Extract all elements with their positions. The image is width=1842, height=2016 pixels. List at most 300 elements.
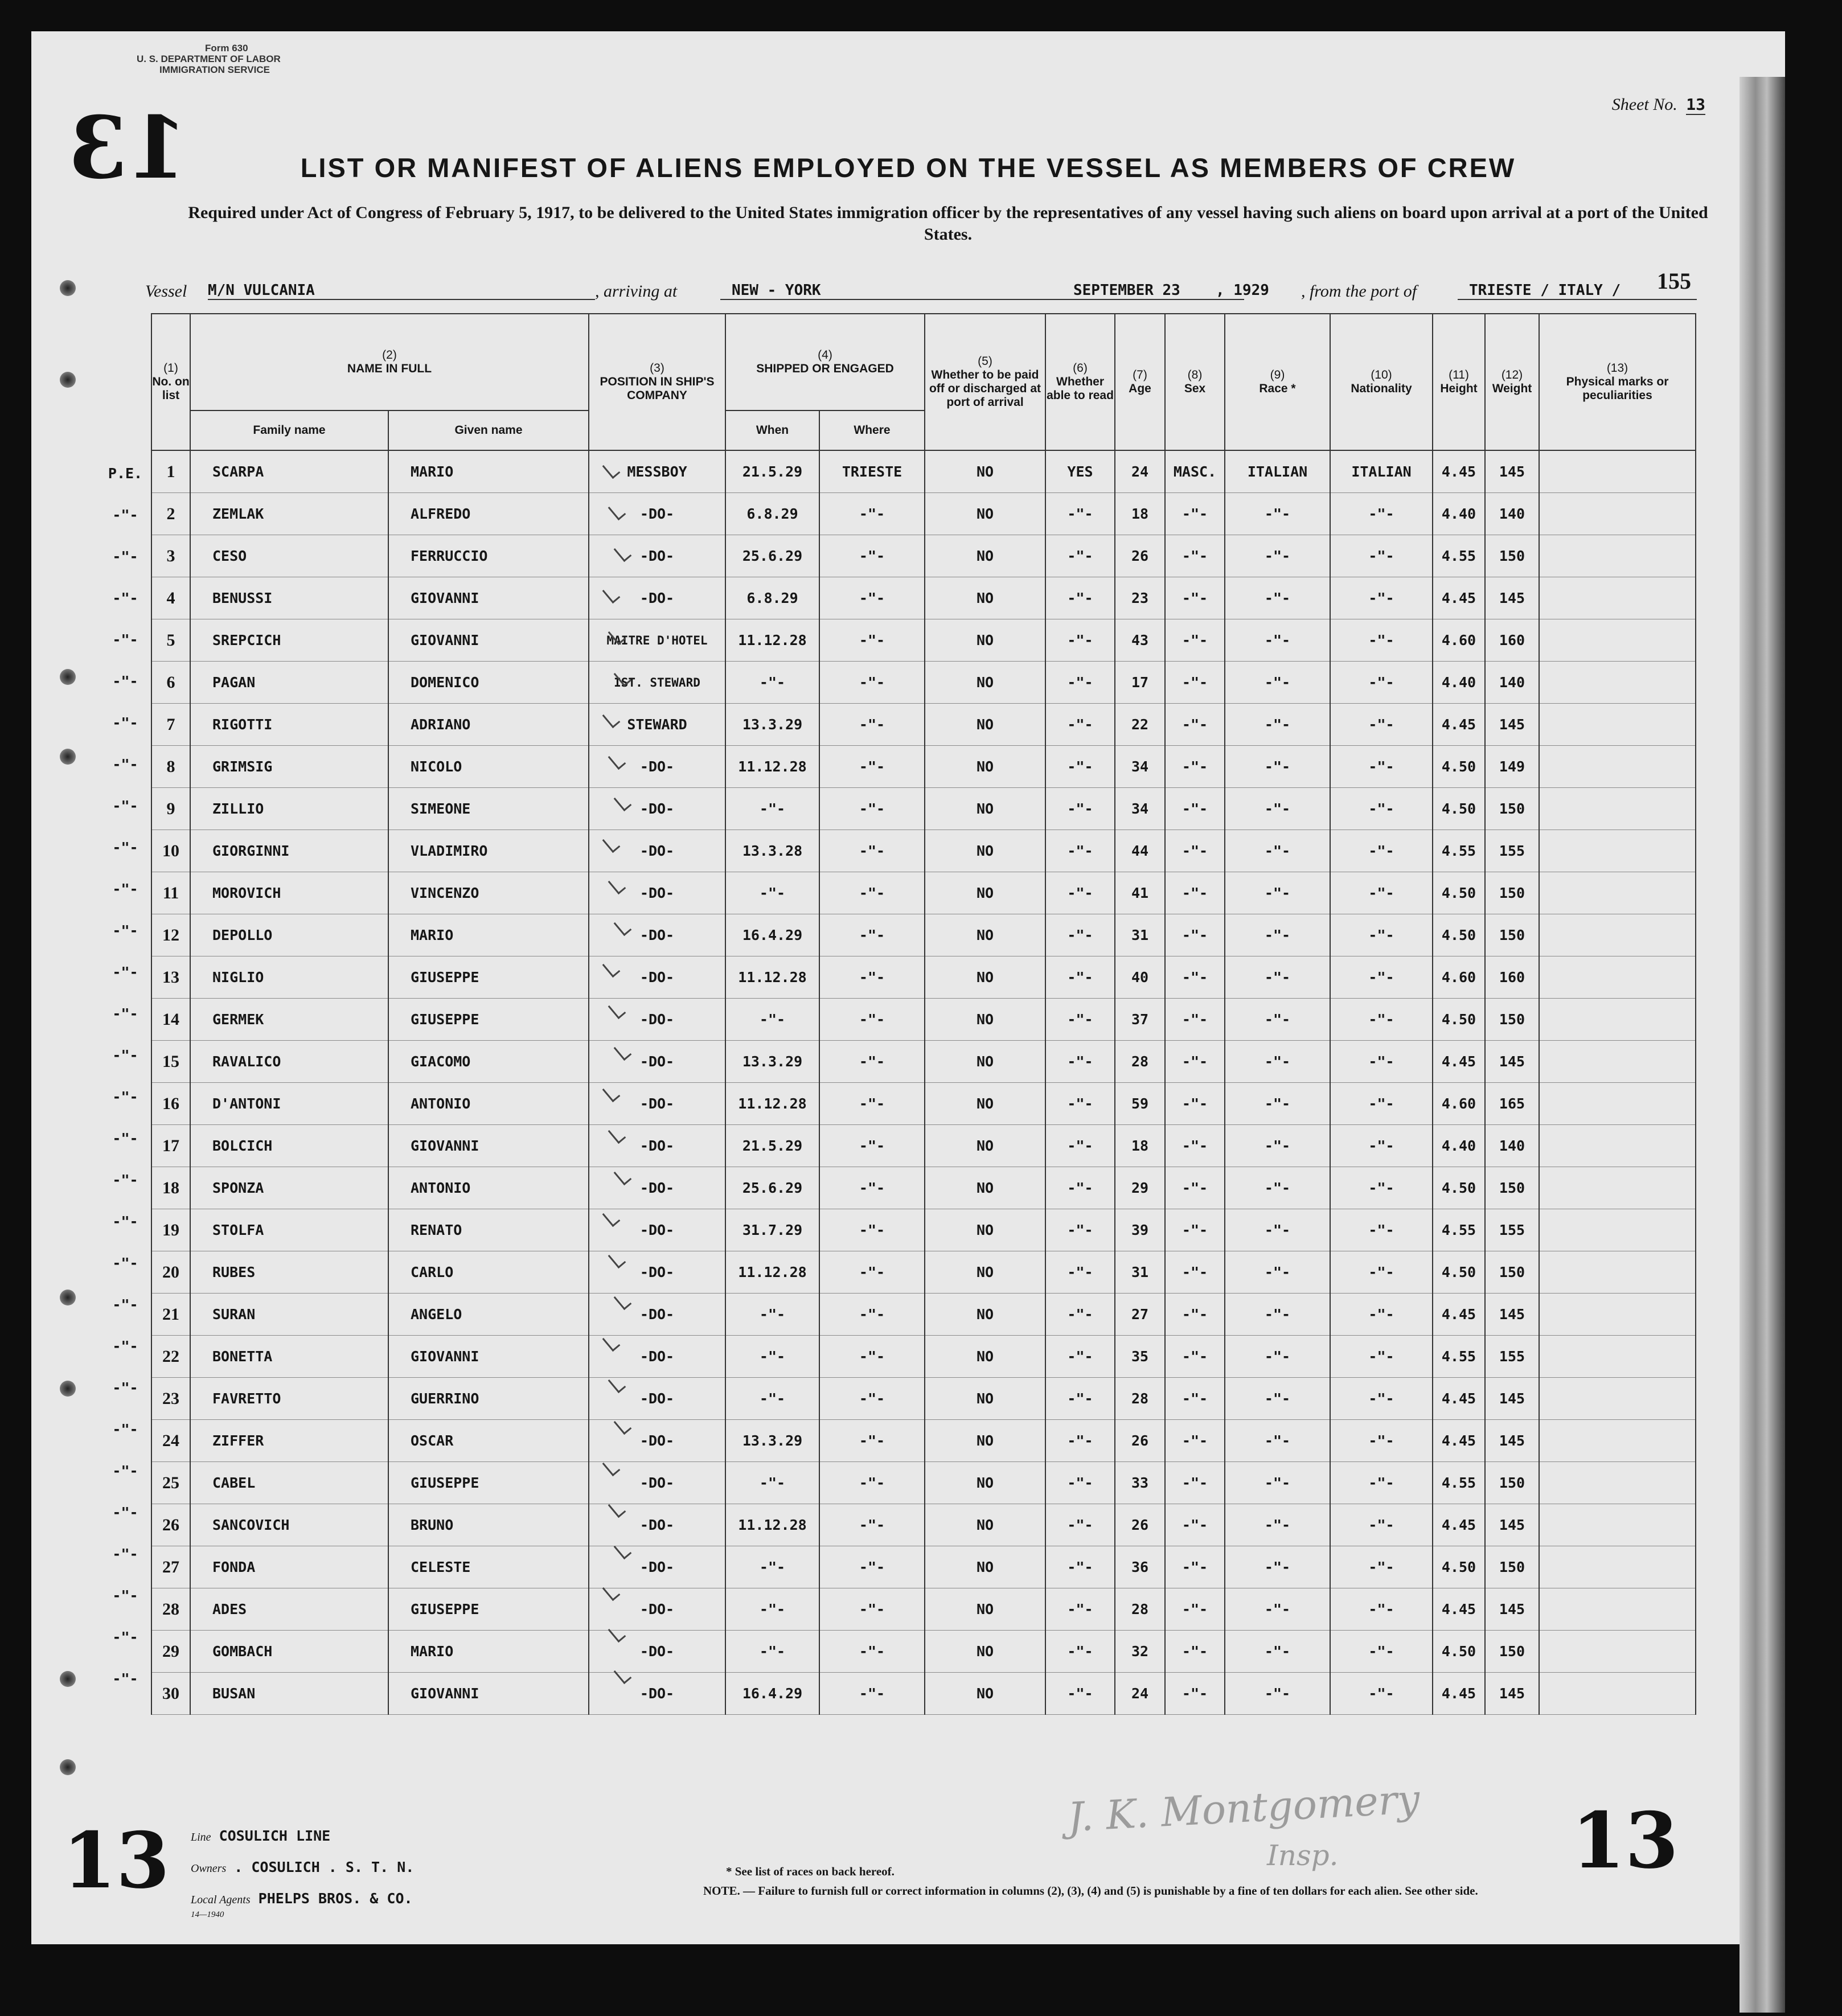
cell-no: 17 bbox=[151, 1125, 190, 1167]
col-age-header: (7) Age bbox=[1115, 314, 1165, 450]
margin-mark: P.E. bbox=[108, 465, 143, 482]
cell-height: 4.55 bbox=[1433, 830, 1485, 872]
cell-age: 35 bbox=[1115, 1336, 1165, 1378]
cell-height: 4.45 bbox=[1433, 1378, 1485, 1420]
cell-where: -"- bbox=[819, 577, 925, 619]
cell-given: GIUSEPPE bbox=[388, 1588, 589, 1631]
margin-mark: -"- bbox=[112, 964, 138, 980]
cell-where: -"- bbox=[819, 1167, 925, 1209]
cell-race: -"- bbox=[1225, 704, 1330, 746]
table-row bbox=[151, 1673, 1696, 1715]
cell-when: 13.3.28 bbox=[725, 830, 819, 872]
table-row bbox=[151, 1083, 1696, 1125]
table-row bbox=[151, 956, 1696, 999]
cell-given: VLADIMIRO bbox=[388, 830, 589, 872]
cell-race: -"- bbox=[1225, 662, 1330, 704]
cell-read: -"- bbox=[1045, 1083, 1115, 1125]
cell-age: 26 bbox=[1115, 1504, 1165, 1546]
cell-age: 22 bbox=[1115, 704, 1165, 746]
table-row bbox=[151, 1631, 1696, 1673]
cell-paid: NO bbox=[925, 450, 1045, 493]
cell-position: -DO- bbox=[589, 1209, 725, 1251]
cell-age: 28 bbox=[1115, 1378, 1165, 1420]
col-marks-header: (13) Physical marks or peculiarities bbox=[1539, 314, 1696, 450]
cell-height: 4.50 bbox=[1433, 1167, 1485, 1209]
cell-nat: -"- bbox=[1330, 1083, 1433, 1125]
cell-sex: -"- bbox=[1165, 872, 1225, 914]
cell-no: 26 bbox=[151, 1504, 190, 1546]
cell-given: ANGELO bbox=[388, 1294, 589, 1336]
cell-when: -"- bbox=[725, 1294, 819, 1336]
cell-marks bbox=[1539, 1673, 1696, 1715]
cell-height: 4.60 bbox=[1433, 1083, 1485, 1125]
cell-where: -"- bbox=[819, 746, 925, 788]
cell-when: -"- bbox=[725, 1588, 819, 1631]
cell-height: 4.45 bbox=[1433, 704, 1485, 746]
cell-position: -DO- bbox=[589, 788, 725, 830]
cell-marks bbox=[1539, 788, 1696, 830]
cell-no: 5 bbox=[151, 619, 190, 662]
cell-given: RENATO bbox=[388, 1209, 589, 1251]
cell-sex: -"- bbox=[1165, 830, 1225, 872]
margin-mark: -"- bbox=[112, 715, 138, 731]
cell-when: 11.12.28 bbox=[725, 1251, 819, 1294]
cell-when: -"- bbox=[725, 662, 819, 704]
cell-weight: 145 bbox=[1485, 704, 1539, 746]
cell-nat: -"- bbox=[1330, 619, 1433, 662]
cell-when: 13.3.29 bbox=[725, 1041, 819, 1083]
cell-position: -DO- bbox=[589, 830, 725, 872]
cell-read: -"- bbox=[1045, 1504, 1115, 1546]
col-nationality-header: (10) Nationality bbox=[1330, 314, 1433, 450]
cell-read: -"- bbox=[1045, 1546, 1115, 1588]
cell-age: 39 bbox=[1115, 1209, 1165, 1251]
cell-weight: 150 bbox=[1485, 1251, 1539, 1294]
cell-weight: 145 bbox=[1485, 1504, 1539, 1546]
cell-family: SURAN bbox=[190, 1294, 388, 1336]
margin-mark: -"- bbox=[112, 1255, 138, 1271]
cell-sex: -"- bbox=[1165, 535, 1225, 577]
table-row bbox=[151, 1294, 1696, 1336]
cell-sex: -"- bbox=[1165, 662, 1225, 704]
col-given-name-header: Given name bbox=[388, 410, 589, 450]
cell-where: -"- bbox=[819, 999, 925, 1041]
cell-sex: -"- bbox=[1165, 956, 1225, 999]
cell-given: GUERRINO bbox=[388, 1378, 589, 1420]
cell-when: 13.3.29 bbox=[725, 704, 819, 746]
vessel-name: M/N VULCANIA bbox=[208, 282, 595, 300]
cell-marks bbox=[1539, 1462, 1696, 1504]
line-value: COSULICH LINE bbox=[219, 1828, 331, 1844]
cell-read: -"- bbox=[1045, 1041, 1115, 1083]
cell-read: -"- bbox=[1045, 1294, 1115, 1336]
page-count: 155 bbox=[1657, 268, 1691, 294]
cell-sex: MASC. bbox=[1165, 450, 1225, 493]
cell-when: 16.4.29 bbox=[725, 914, 819, 956]
cell-paid: NO bbox=[925, 1294, 1045, 1336]
cell-given: GIOVANNI bbox=[388, 1125, 589, 1167]
cell-age: 43 bbox=[1115, 619, 1165, 662]
cell-height: 4.50 bbox=[1433, 788, 1485, 830]
cell-sex: -"- bbox=[1165, 1083, 1225, 1125]
cell-nat: -"- bbox=[1330, 577, 1433, 619]
cell-marks bbox=[1539, 1336, 1696, 1378]
margin-mark: -"- bbox=[112, 1379, 138, 1396]
cell-height: 4.55 bbox=[1433, 1209, 1485, 1251]
cell-marks bbox=[1539, 1251, 1696, 1294]
punch-hole bbox=[60, 1381, 76, 1397]
cell-position: -DO- bbox=[589, 493, 725, 535]
cell-nat: -"- bbox=[1330, 1504, 1433, 1546]
cell-marks bbox=[1539, 577, 1696, 619]
cell-position: -DO- bbox=[589, 1462, 725, 1504]
margin-mark: -"- bbox=[112, 1172, 138, 1188]
cell-height: 4.40 bbox=[1433, 493, 1485, 535]
cell-age: 28 bbox=[1115, 1041, 1165, 1083]
cell-paid: NO bbox=[925, 1420, 1045, 1462]
cell-paid: NO bbox=[925, 999, 1045, 1041]
owners-value: . COSULICH . S. T. N. bbox=[234, 1859, 415, 1875]
cell-where: -"- bbox=[819, 1041, 925, 1083]
cell-when: 6.8.29 bbox=[725, 493, 819, 535]
arrival-date: SEPTEMBER 23 bbox=[1045, 282, 1244, 300]
vessel-label: Vessel bbox=[145, 282, 187, 301]
cell-family: D'ANTONI bbox=[190, 1083, 388, 1125]
table-row bbox=[151, 1504, 1696, 1546]
cell-race: -"- bbox=[1225, 1294, 1330, 1336]
cell-race: -"- bbox=[1225, 1504, 1330, 1546]
table-row bbox=[151, 1588, 1696, 1631]
cell-height: 4.60 bbox=[1433, 619, 1485, 662]
cell-family: RUBES bbox=[190, 1251, 388, 1294]
cell-where: -"- bbox=[819, 1083, 925, 1125]
sheet-number bbox=[1612, 95, 1705, 114]
cell-given: BRUNO bbox=[388, 1504, 589, 1546]
document-title: LIST OR MANIFEST OF ALIENS EMPLOYED ON THE VESSEL AS MEMBERS OF CREW bbox=[300, 153, 1516, 183]
cell-paid: NO bbox=[925, 1083, 1045, 1125]
sheet-number-stamp-top: 13 bbox=[68, 98, 187, 198]
col-family-name-header: Family name bbox=[190, 410, 388, 450]
cell-given: ANTONIO bbox=[388, 1083, 589, 1125]
cell-age: 34 bbox=[1115, 788, 1165, 830]
cell-given: SIMEONE bbox=[388, 788, 589, 830]
cell-given: GIUSEPPE bbox=[388, 999, 589, 1041]
col-when-header: When bbox=[725, 410, 819, 450]
cell-where: -"- bbox=[819, 1462, 925, 1504]
table-row bbox=[151, 619, 1696, 662]
cell-position: -DO- bbox=[589, 577, 725, 619]
cell-position: -DO- bbox=[589, 1041, 725, 1083]
cell-family: GRIMSIG bbox=[190, 746, 388, 788]
table-row bbox=[151, 872, 1696, 914]
cell-weight: 145 bbox=[1485, 1588, 1539, 1631]
cell-read: -"- bbox=[1045, 1631, 1115, 1673]
margin-mark: -"- bbox=[112, 507, 138, 523]
cell-given: ADRIANO bbox=[388, 704, 589, 746]
margin-mark: -"- bbox=[112, 1587, 138, 1604]
cell-height: 4.45 bbox=[1433, 577, 1485, 619]
col-sex-header: (8) Sex bbox=[1165, 314, 1225, 450]
cell-weight: 145 bbox=[1485, 1378, 1539, 1420]
cell-position: -DO- bbox=[589, 1588, 725, 1631]
cell-weight: 145 bbox=[1485, 577, 1539, 619]
cell-family: GIORGINNI bbox=[190, 830, 388, 872]
cell-read: -"- bbox=[1045, 662, 1115, 704]
cell-family: BENUSSI bbox=[190, 577, 388, 619]
cell-nat: -"- bbox=[1330, 1125, 1433, 1167]
cell-age: 24 bbox=[1115, 1673, 1165, 1715]
cell-nat: -"- bbox=[1330, 662, 1433, 704]
cell-age: 26 bbox=[1115, 535, 1165, 577]
cell-sex: -"- bbox=[1165, 999, 1225, 1041]
cell-family: DEPOLLO bbox=[190, 914, 388, 956]
cell-position: MESSBOY bbox=[589, 450, 725, 493]
cell-weight: 155 bbox=[1485, 1209, 1539, 1251]
margin-mark: -"- bbox=[112, 1296, 138, 1313]
service-label: IMMIGRATION SERVICE bbox=[159, 64, 270, 75]
cell-race: -"- bbox=[1225, 999, 1330, 1041]
cell-no: 6 bbox=[151, 662, 190, 704]
cell-weight: 150 bbox=[1485, 914, 1539, 956]
margin-mark: -"- bbox=[112, 922, 138, 939]
cell-weight: 140 bbox=[1485, 1125, 1539, 1167]
punch-hole bbox=[60, 669, 76, 685]
cell-height: 4.40 bbox=[1433, 1125, 1485, 1167]
cell-race: -"- bbox=[1225, 914, 1330, 956]
cell-read: -"- bbox=[1045, 1378, 1115, 1420]
cell-read: -"- bbox=[1045, 999, 1115, 1041]
from-port: TRIESTE / ITALY / bbox=[1458, 282, 1697, 300]
cell-age: 44 bbox=[1115, 830, 1165, 872]
cell-race: -"- bbox=[1225, 493, 1330, 535]
cell-family: ADES bbox=[190, 1588, 388, 1631]
cell-where: -"- bbox=[819, 956, 925, 999]
punch-hole bbox=[60, 1290, 76, 1305]
manifest-sheet bbox=[31, 31, 1785, 1944]
cell-paid: NO bbox=[925, 1251, 1045, 1294]
cell-height: 4.55 bbox=[1433, 1336, 1485, 1378]
cell-given: MARIO bbox=[388, 450, 589, 493]
cell-height: 4.50 bbox=[1433, 914, 1485, 956]
table-row bbox=[151, 450, 1696, 493]
cell-marks bbox=[1539, 746, 1696, 788]
cell-age: 17 bbox=[1115, 662, 1165, 704]
cell-marks bbox=[1539, 450, 1696, 493]
cell-paid: NO bbox=[925, 1462, 1045, 1504]
cell-no: 10 bbox=[151, 830, 190, 872]
crew-table bbox=[151, 313, 1696, 1715]
table-row bbox=[151, 788, 1696, 830]
cell-race: -"- bbox=[1225, 1546, 1330, 1588]
margin-mark: -"- bbox=[112, 673, 138, 689]
cell-race: -"- bbox=[1225, 956, 1330, 999]
cell-read: YES bbox=[1045, 450, 1115, 493]
margin-mark: -"- bbox=[112, 1338, 138, 1354]
cell-marks bbox=[1539, 872, 1696, 914]
table-row bbox=[151, 914, 1696, 956]
cell-age: 32 bbox=[1115, 1631, 1165, 1673]
cell-age: 18 bbox=[1115, 493, 1165, 535]
cell-age: 40 bbox=[1115, 956, 1165, 999]
table-row bbox=[151, 535, 1696, 577]
cell-where: -"- bbox=[819, 1546, 925, 1588]
cell-where: -"- bbox=[819, 1294, 925, 1336]
cell-given: ANTONIO bbox=[388, 1167, 589, 1209]
cell-marks bbox=[1539, 999, 1696, 1041]
cell-read: -"- bbox=[1045, 1167, 1115, 1209]
cell-family: STOLFA bbox=[190, 1209, 388, 1251]
cell-where: -"- bbox=[819, 788, 925, 830]
cell-weight: 150 bbox=[1485, 1462, 1539, 1504]
cell-marks bbox=[1539, 1504, 1696, 1546]
cell-read: -"- bbox=[1045, 956, 1115, 999]
cell-position: STEWARD bbox=[589, 704, 725, 746]
sheet-label: Sheet No. bbox=[1611, 95, 1677, 114]
table-row bbox=[151, 1462, 1696, 1504]
cell-no: 23 bbox=[151, 1378, 190, 1420]
cell-no: 9 bbox=[151, 788, 190, 830]
cell-age: 27 bbox=[1115, 1294, 1165, 1336]
cell-paid: NO bbox=[925, 1167, 1045, 1209]
cell-read: -"- bbox=[1045, 830, 1115, 872]
cell-no: 22 bbox=[151, 1336, 190, 1378]
cell-age: 28 bbox=[1115, 1588, 1165, 1631]
cell-race: ITALIAN bbox=[1225, 450, 1330, 493]
cell-read: -"- bbox=[1045, 914, 1115, 956]
margin-mark: -"- bbox=[112, 590, 138, 606]
form-header bbox=[137, 43, 281, 75]
cell-position: -DO- bbox=[589, 956, 725, 999]
cell-family: FAVRETTO bbox=[190, 1378, 388, 1420]
cell-position: -DO- bbox=[589, 1083, 725, 1125]
cell-sex: -"- bbox=[1165, 1546, 1225, 1588]
table-row bbox=[151, 493, 1696, 535]
cell-race: -"- bbox=[1225, 1378, 1330, 1420]
cell-height: 4.45 bbox=[1433, 1504, 1485, 1546]
cell-race: -"- bbox=[1225, 1167, 1330, 1209]
cell-where: -"- bbox=[819, 1209, 925, 1251]
cell-sex: -"- bbox=[1165, 1251, 1225, 1294]
margin-mark: -"- bbox=[112, 839, 138, 856]
cell-age: 36 bbox=[1115, 1546, 1165, 1588]
table-row bbox=[151, 1420, 1696, 1462]
table-row bbox=[151, 1336, 1696, 1378]
cell-read: -"- bbox=[1045, 746, 1115, 788]
races-note: * See list of races on back hereof. bbox=[726, 1865, 895, 1878]
penalty-note: NOTE. — Failure to furnish full or correct information in columns (2), (3), (4) and (5) is punishable by a fine of ten dollars for each alien. See other side. bbox=[703, 1884, 1478, 1898]
vessel-line bbox=[145, 282, 1740, 307]
cell-nat: -"- bbox=[1330, 1462, 1433, 1504]
cell-position: -DO- bbox=[589, 1631, 725, 1673]
cell-marks bbox=[1539, 1588, 1696, 1631]
cell-given: ALFREDO bbox=[388, 493, 589, 535]
agents-value: PHELPS BROS. & CO. bbox=[258, 1890, 413, 1907]
cell-age: 59 bbox=[1115, 1083, 1165, 1125]
cell-no: 11 bbox=[151, 872, 190, 914]
cell-position: -DO- bbox=[589, 1673, 725, 1715]
cell-when: 11.12.28 bbox=[725, 1083, 819, 1125]
cell-weight: 140 bbox=[1485, 662, 1539, 704]
cell-sex: -"- bbox=[1165, 1462, 1225, 1504]
cell-position: -DO- bbox=[589, 1167, 725, 1209]
col-number-header: (1) No. on list bbox=[151, 314, 190, 450]
cell-position: MAITRE D'HOTEL bbox=[589, 619, 725, 662]
cell-height: 4.50 bbox=[1433, 999, 1485, 1041]
cell-weight: 160 bbox=[1485, 619, 1539, 662]
cell-height: 4.45 bbox=[1433, 1041, 1485, 1083]
cell-no: 12 bbox=[151, 914, 190, 956]
margin-mark: -"- bbox=[112, 1670, 138, 1687]
cell-family: SANCOVICH bbox=[190, 1504, 388, 1546]
cell-race: -"- bbox=[1225, 1041, 1330, 1083]
footer-owners: Owners . COSULICH . S. T. N. bbox=[191, 1859, 415, 1875]
cell-position: -DO- bbox=[589, 1504, 725, 1546]
cell-race: -"- bbox=[1225, 1588, 1330, 1631]
form-code: 14—1940 bbox=[191, 1910, 224, 1919]
cell-where: -"- bbox=[819, 1378, 925, 1420]
cell-no: 24 bbox=[151, 1420, 190, 1462]
cell-read: -"- bbox=[1045, 1420, 1115, 1462]
punch-hole bbox=[60, 1671, 76, 1687]
cell-height: 4.50 bbox=[1433, 1251, 1485, 1294]
cell-height: 4.55 bbox=[1433, 535, 1485, 577]
cell-given: MARIO bbox=[388, 914, 589, 956]
cell-position: -DO- bbox=[589, 999, 725, 1041]
cell-nat: -"- bbox=[1330, 1378, 1433, 1420]
cell-weight: 145 bbox=[1485, 1673, 1539, 1715]
cell-sex: -"- bbox=[1165, 746, 1225, 788]
cell-family: CESO bbox=[190, 535, 388, 577]
cell-read: -"- bbox=[1045, 1336, 1115, 1378]
cell-weight: 150 bbox=[1485, 1546, 1539, 1588]
cell-paid: NO bbox=[925, 746, 1045, 788]
cell-when: 11.12.28 bbox=[725, 619, 819, 662]
cell-family: RIGOTTI bbox=[190, 704, 388, 746]
cell-paid: NO bbox=[925, 619, 1045, 662]
cell-weight: 145 bbox=[1485, 1294, 1539, 1336]
cell-position: -DO- bbox=[589, 535, 725, 577]
cell-where: -"- bbox=[819, 619, 925, 662]
cell-where: -"- bbox=[819, 1504, 925, 1546]
margin-mark: -"- bbox=[112, 1421, 138, 1438]
cell-given: CELESTE bbox=[388, 1546, 589, 1588]
cell-given: FERRUCCIO bbox=[388, 535, 589, 577]
cell-read: -"- bbox=[1045, 788, 1115, 830]
cell-no: 4 bbox=[151, 577, 190, 619]
cell-race: -"- bbox=[1225, 1420, 1330, 1462]
cell-where: -"- bbox=[819, 914, 925, 956]
table-row bbox=[151, 1251, 1696, 1294]
cell-where: -"- bbox=[819, 1251, 925, 1294]
cell-age: 41 bbox=[1115, 872, 1165, 914]
margin-mark: -"- bbox=[112, 756, 138, 773]
cell-age: 26 bbox=[1115, 1420, 1165, 1462]
cell-sex: -"- bbox=[1165, 1294, 1225, 1336]
cell-sex: -"- bbox=[1165, 1378, 1225, 1420]
cell-family: BUSAN bbox=[190, 1673, 388, 1715]
cell-sex: -"- bbox=[1165, 1209, 1225, 1251]
document-subtitle: Required under Act of Congress of February 5, 1917, to be delivered to the United States immigration officer by the representatives of any vessel having such aliens on board upon arrival at a port of the United States. bbox=[188, 203, 1708, 244]
cell-family: PAGAN bbox=[190, 662, 388, 704]
cell-no: 27 bbox=[151, 1546, 190, 1588]
cell-race: -"- bbox=[1225, 619, 1330, 662]
cell-when: -"- bbox=[725, 1546, 819, 1588]
cell-given: GIOVANNI bbox=[388, 1673, 589, 1715]
cell-nat: -"- bbox=[1330, 788, 1433, 830]
cell-height: 4.45 bbox=[1433, 450, 1485, 493]
cell-family: RAVALICO bbox=[190, 1041, 388, 1083]
cell-sex: -"- bbox=[1165, 1588, 1225, 1631]
